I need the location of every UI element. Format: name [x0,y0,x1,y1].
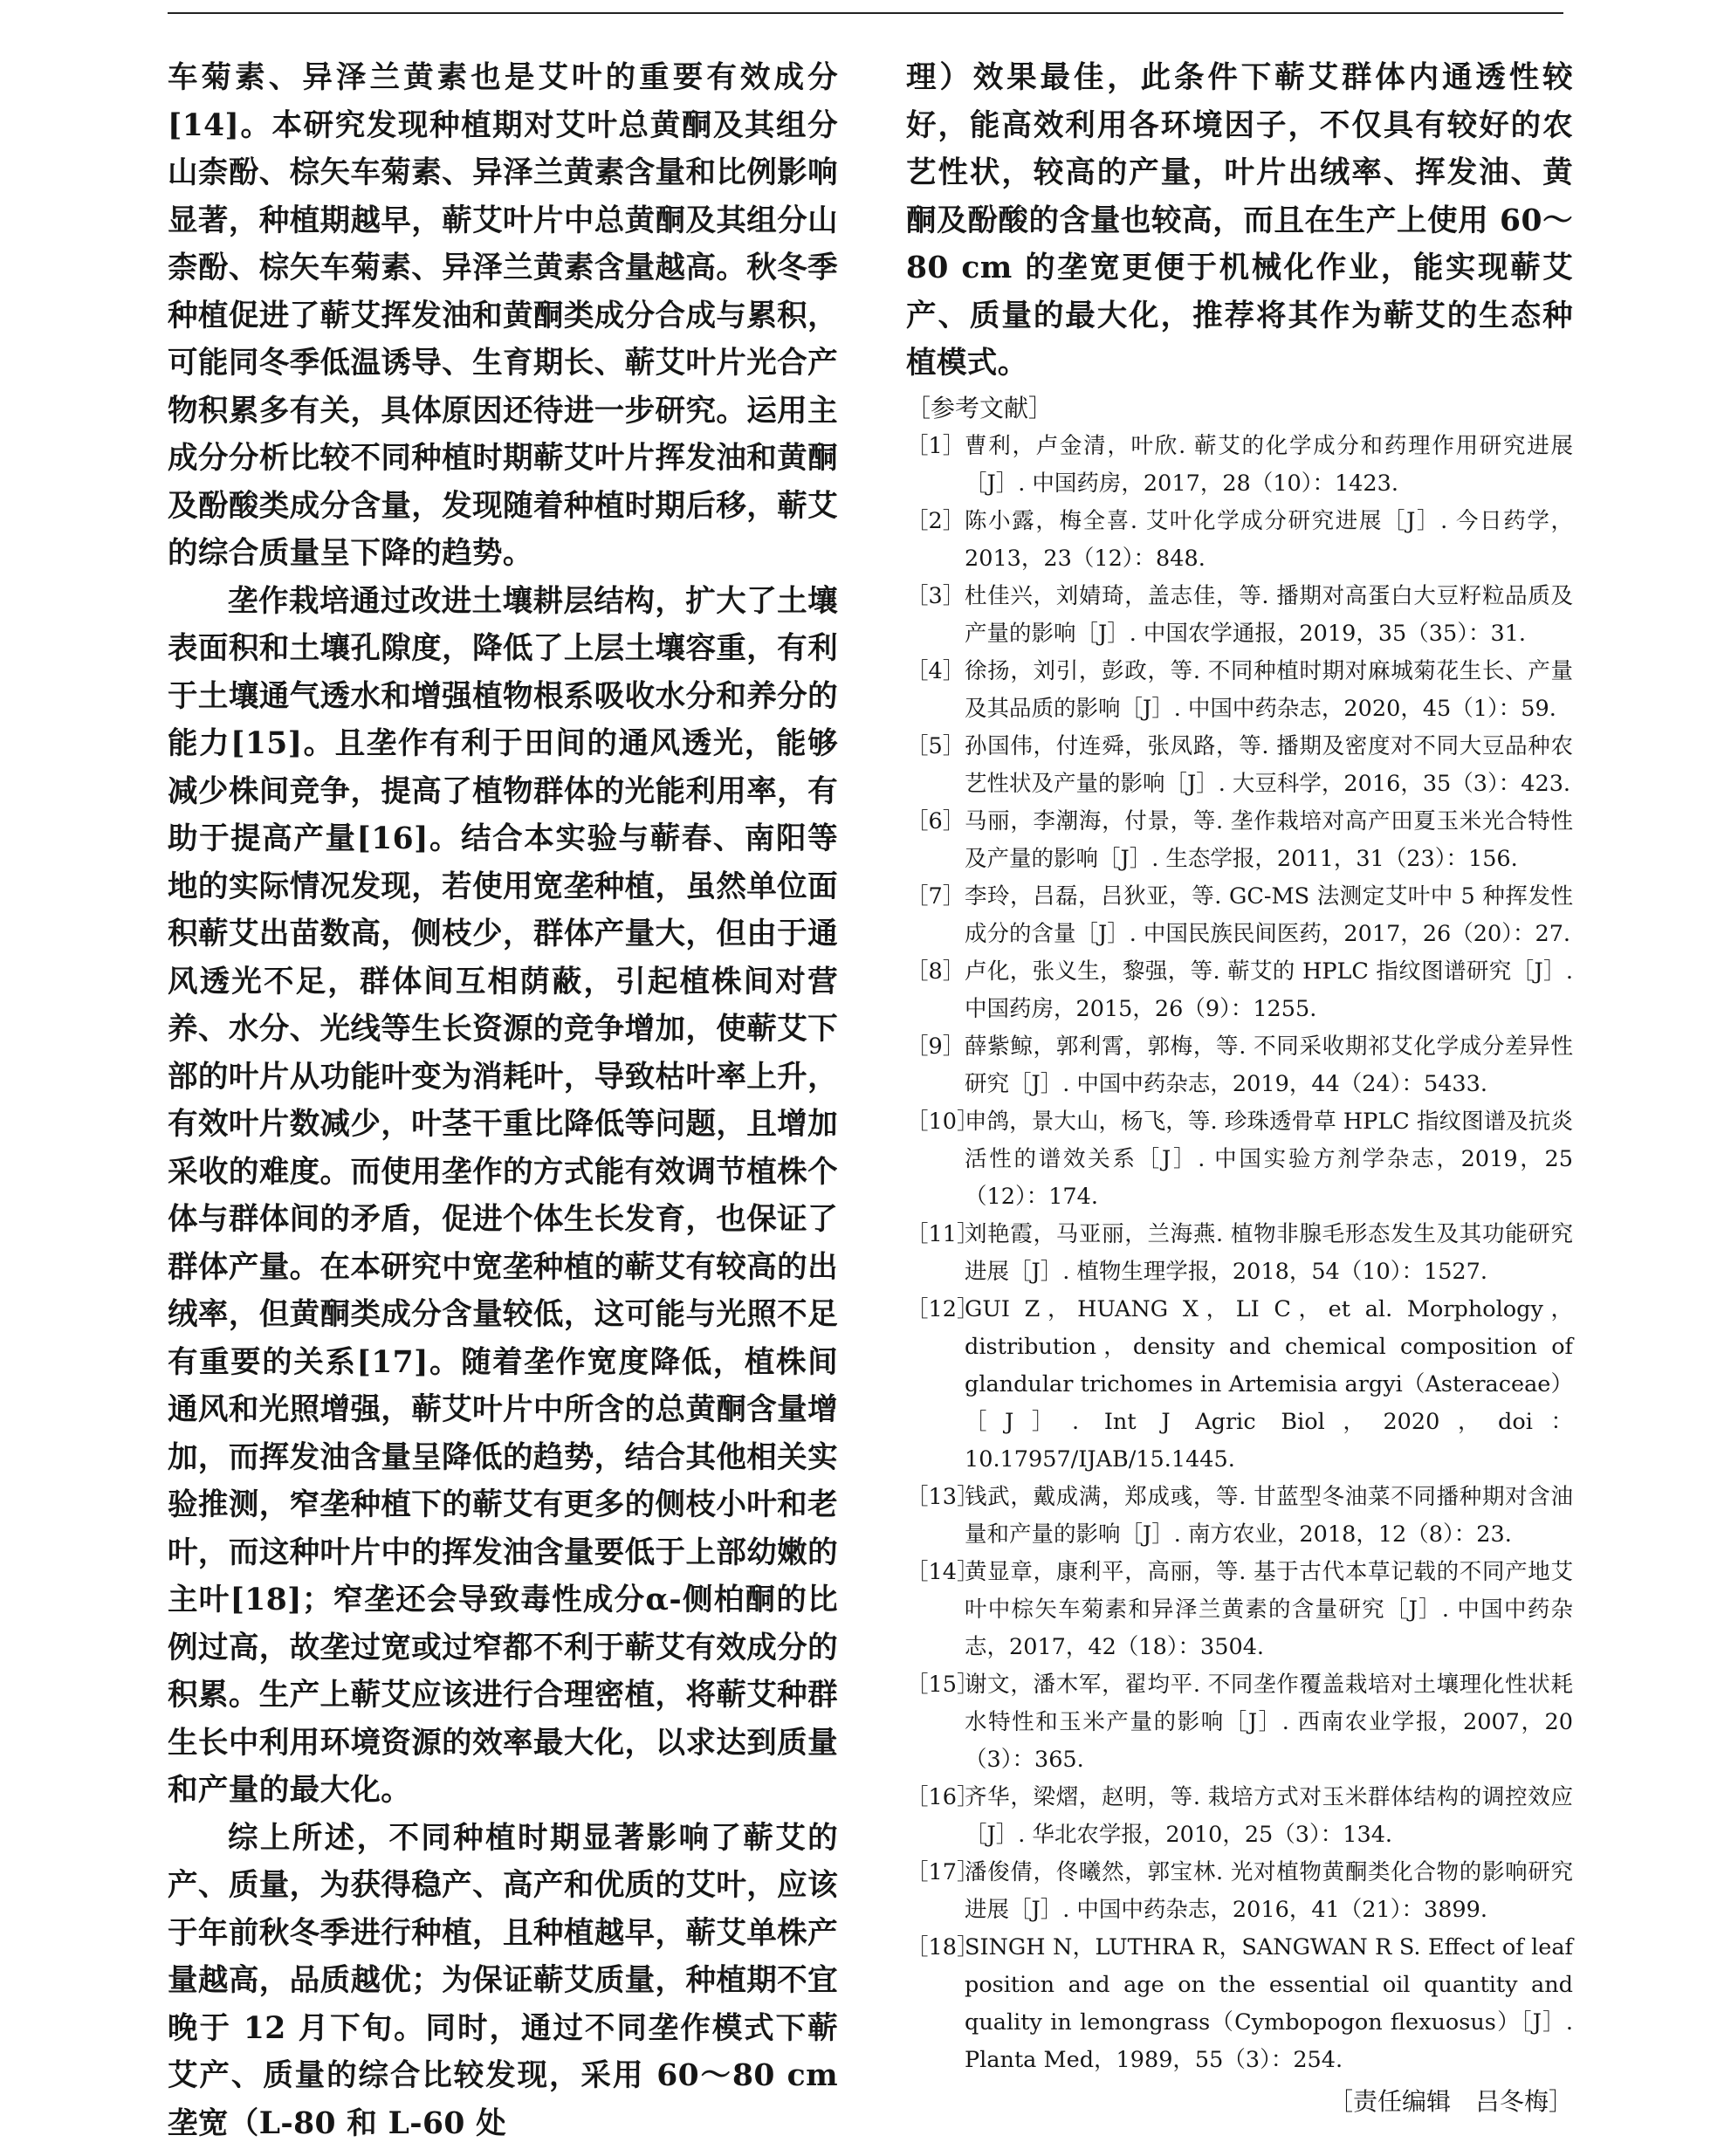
reference-item [906,653,1573,728]
reference-number: ［16］ [906,1783,979,1810]
paragraph-3: 综上所述，不同种植时期显著影响了蕲艾的产、质量，为获得稳产、高产和优质的艾叶，应该于年前秋冬季进行种植，且种植越早，蕲艾单株产量越高，品质越优；为保证蕲艾质量，种植期不宜晚于 12 月下旬。同时，通过不同垄作模式下蕲艾产、质量的综合比较发现，采用 60～80 cm 垄宽（L-80 和 L-60 处 [168,1820,838,2141]
reference-item [906,1479,1573,1554]
reference-item [906,428,1573,503]
reference-item [906,803,1573,878]
reference-text: 刘艳霞，马亚丽，兰海燕. 植物非腺毛形态发生及其功能研究进展［J］. 植物生理学报，2018，54（10）：1527. [965,1220,1573,1285]
reference-number: ［13］ [906,1483,979,1510]
reference-number: ［7］ [906,882,965,910]
reference-item [906,1103,1573,1216]
reference-text: 齐华，梁熠，赵明，等. 栽培方式对玉米群体结构的调控效应［J］. 华北农学报，2010，25（3）：134. [965,1783,1573,1848]
reference-item [906,1291,1573,1479]
reference-number: ［11］ [906,1220,979,1247]
reference-text: 孙国伟，付连舜，张凤路，等. 播期及密度对不同大豆品种农艺性状及产量的影响［J］. 大豆科学，2016，35（3）：423. [965,732,1573,797]
reference-number: ［15］ [906,1671,979,1698]
reference-text: 陈小露，梅全喜. 艾叶化学成分研究进展［J］. 今日药学，2013，23（12）：848. [965,507,1573,572]
reference-item [906,503,1573,578]
reference-text: 马丽，李潮海，付景，等. 垄作栽培对高产田夏玉米光合特性及产量的影响［J］. 生态学报，2011，31（23）：156. [965,807,1573,872]
responsible-editor: ［责任编辑 吕冬梅］ [1328,2086,1573,2116]
reference-item [906,1854,1573,1929]
reference-number: ［3］ [906,582,965,609]
left-column [168,54,838,2147]
reference-item [906,578,1573,653]
reference-text: 薛紫鲸，郭利霄，郭梅，等. 不同采收期祁艾化学成分差异性研究［J］. 中国中药杂志，2019，44（24）：5433. [965,1033,1573,1097]
reference-text: SINGH N，LUTHRA R，SANGWAN R S. Effect of leaf position and age on the essential oil quantity and quality in lemongrass（Cymbopogon flexuosus）［J］. Planta Med，1989，55（3）：254. [965,1933,1573,2073]
reference-text: 钱武，戴成满，郑成彧，等. 甘蓝型冬油菜不同播种期对含油量和产量的影响［J］. 南方农业，2018，12（8）：23. [965,1483,1573,1548]
reference-number: ［10］ [906,1108,979,1135]
header-rule [168,12,1563,14]
reference-text: 申鸽，景大山，杨飞，等. 珍珠透骨草 HPLC 指纹图谱及抗炎活性的谱效关系［J］. 中国实验方剂学杂志，2019，25（12）：174. [965,1108,1573,1210]
reference-number: ［18］ [906,1933,979,1960]
reference-text: 杜佳兴，刘婧琦，盖志佳，等. 播期对高蛋白大豆籽粒品质及产量的影响［J］. 中国农学通报，2019，35（35）：31. [965,582,1573,647]
reference-text: 黄显章，康利平，高丽，等. 基于古代本草记载的不同产地艾叶中棕矢车菊素和异泽兰黄素的含量研究［J］. 中国中药杂志，2017，42（18）：3504. [965,1558,1573,1660]
reference-number: ［9］ [906,1033,965,1060]
references-heading: ［参考文献］ [906,393,1054,422]
reference-number: ［8］ [906,958,965,985]
reference-text: 潘俊倩，佟曦然，郭宝林. 光对植物黄酮类化合物的影响研究进展［J］. 中国中药杂志，2016，41（21）：3899. [965,1858,1573,1923]
paragraph-continued: 理）效果最佳，此条件下蕲艾群体内通透性较好，能高效利用各环境因子，不仅具有较好的农艺性状，较高的产量，叶片出绒率、挥发油、黄酮及酚酸的含量也较高，而且在生产上使用 60～80 cm 的垄宽更便于机械化作业，能实现蕲艾产、质量的最大化，推荐将其作为蕲艾的生态种植模式。 [906,60,1573,381]
reference-text: 谢文，潘木军，翟均平. 不同垄作覆盖栽培对土壤理化性状耗水特性和玉米产量的影响［J］. 西南农业学报，2007，20（3）：365. [965,1671,1573,1773]
right-column [906,54,1573,2121]
paragraph-1: 车菊素、异泽兰黄素也是艾叶的重要有效成分[14]。本研究发现种植期对艾叶总黄酮及其组分山柰酚、棕矢车菊素、异泽兰黄素含量和比例影响显著，种植期越早，蕲艾叶片中总黄酮及其组分山柰酚、棕矢车菊素、异泽兰黄素含量越高。秋冬季种植促进了蕲艾挥发油和黄酮类成分合成与累积，可能同冬季低温诱导、生育期长、蕲艾叶片光合产物积累多有关，具体原因还待进一步研究。运用主成分分析比较不同种植时期蕲艾叶片挥发油和黄酮及酚酸类成分含量，发现随着种植时期后移，蕲艾的综合质量呈下降的趋势。 [168,60,838,571]
reference-number: ［4］ [906,657,965,684]
reference-number: ［12］ [906,1295,979,1322]
reference-item [906,1929,1573,2079]
reference-number: ［6］ [906,807,965,834]
reference-list [906,428,1573,2079]
reference-item [906,953,1573,1028]
reference-item [906,1666,1573,1779]
reference-number: ［1］ [906,432,965,459]
reference-item [906,728,1573,803]
reference-item [906,878,1573,953]
reference-text: 李玲，吕磊，吕狄亚，等. GC-MS 法测定艾叶中 5 种挥发性成分的含量［J］. 中国民族民间医药，2017，26（20）：27. [965,882,1573,947]
reference-number: ［14］ [906,1558,979,1585]
reference-number: ［17］ [906,1858,979,1885]
reference-text: GUI Z，HUANG X，LI C，et al. Morphology，distribution，density and chemical composition of glandular trichomes in Artemisia argyi（Asteraceae）［J］. Int J Agric Biol，2020，doi：10.17957/IJAB/15.1445. [965,1295,1573,1473]
reference-item [906,1028,1573,1103]
reference-text: 曹利，卢金清，叶欣. 蕲艾的化学成分和药理作用研究进展［J］. 中国药房，2017，28（10）：1423. [965,432,1573,497]
reference-text: 卢化，张义生，黎强，等. 蕲艾的 HPLC 指纹图谱研究［J］. 中国药房，2015，26（9）：1255. [965,958,1573,1022]
paragraph-2: 垄作栽培通过改进土壤耕层结构，扩大了土壤表面积和土壤孔隙度，降低了上层土壤容重，有利于土壤通气透水和增强植物根系吸收水分和养分的能力[15]。且垄作有利于田间的通风透光，能够减少株间竞争，提高了植物群体的光能利用率，有助于提高产量[16]。结合本实验与蕲春、南阳等地的实际情况发现，若使用宽垄种植，虽然单位面积蕲艾出苗数高，侧枝少，群体产量大，但由于通风透光不足，群体间互相荫蔽，引起植株间对营养、水分、光线等生长资源的竞争增加，使蕲艾下部的叶片从功能叶变为消耗叶，导致枯叶率上升，有效叶片数减少，叶茎干重比降低等问题，且增加采收的难度。而使用垄作的方式能有效调节植株个体与群体间的矛盾，促进个体生长发育，也保证了群体产量。在本研究中宽垄种植的蕲艾有较高的出绒率，但黄酮类成分含量较低，这可能与光照不足有重要的关系[17]。随着垄作宽度降低，植株间通风和光照增强，蕲艾叶片中所含的总黄酮含量增加，而挥发油含量呈降低的趋势，结合其他相关实验推测，窄垄种植下的蕲艾有更多的侧枝小叶和老叶，而这种叶片中的挥发油含量要低于上部幼嫩的主叶[18]；窄垄还会导致毒性成分α-侧柏酮的比例过高，故垄过宽或过窄都不利于蕲艾有效成分的积累。生产上蕲艾应该进行合理密植，将蕲艾种群生长中利用环境资源的效率最大化，以求达到质量和产量的最大化。 [168,583,838,1808]
reference-text: 徐扬，刘引，彭政，等. 不同种植时期对麻城菊花生长、产量及其品质的影响［J］. 中国中药杂志，2020，45（1）：59. [965,657,1573,722]
reference-item [906,1779,1573,1854]
reference-number: ［2］ [906,507,965,534]
reference-item [906,1216,1573,1291]
reference-number: ［5］ [906,732,965,759]
reference-item [906,1554,1573,1666]
